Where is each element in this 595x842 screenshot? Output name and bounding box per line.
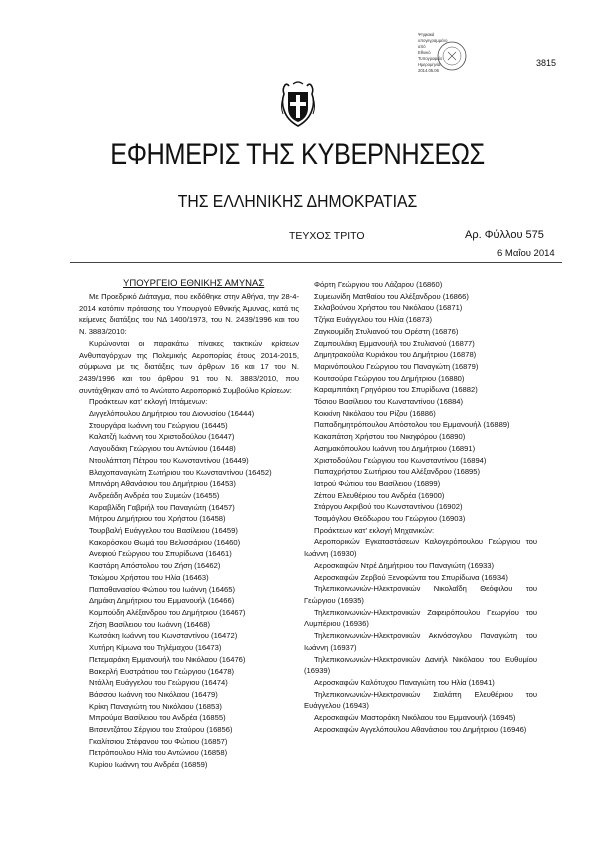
gazette-title: ΕΦΗΜΕΡΙΣ ΤΗΣ ΚΥΒΕΡΝΗΣΕΩΣ <box>110 138 485 171</box>
list-item: Κωτσάκη Ιωάννη του Κωνσταντίνου (16472) <box>89 631 238 641</box>
list-item: Ντουλάπτση Πέτρου του Κωνσταντίνου (16449) <box>89 455 249 465</box>
list-item: Τηλεπικοινωνιών-Ηλεκτρονικών Σιαλάπη Ελευθέριου του Ευάγγελου (16943) <box>304 689 537 711</box>
left-column <box>79 291 299 771</box>
list-item: Αεροσκαφών Μαστοράκη Νικόλαου του Εμμανουήλ (16945) <box>314 713 516 723</box>
list-item: Ζαμπουλάκη Εμμανουήλ του Στυλιανού (16877) <box>314 338 475 348</box>
list-item: Βάσσου Ιωάννη του Νικόλαου (16479) <box>89 689 218 699</box>
gazette-subtitle: ΤΗΣ ΕΛΛΗΝΙΚΗΣ ΔΗΜΟΚΡΑΤΙΑΣ <box>177 191 418 211</box>
list-item: Πετεμαράκη Εμμανουήλ του Νικόλαου (16476) <box>89 654 246 664</box>
list-item: Στουργάρα Ιωάννη του Γεώργιου (16445) <box>89 420 228 430</box>
list-item: Ανδρεάδη Ανδρέα του Συμεών (16455) <box>89 490 220 500</box>
header-divider <box>70 262 562 263</box>
list-item: Μπρούμα Βασίλειου του Ανδρέα (16855) <box>89 713 226 723</box>
list-item: Ανεφιού Γεώργιου του Σπυρίδωνα (16461) <box>89 549 232 559</box>
list-item: Χυτήρη Κίμωνα του Τηλέμαχου (16473) <box>89 643 222 653</box>
list-item: Κακορόσκου Θωμά του Βελισσάριου (16460) <box>89 537 241 547</box>
list-item: Τουρβαλή Ευάγγελου του Βασίλειου (16459) <box>89 526 238 536</box>
list-item: Καστάρη Απόστολου του Ζήση (16462) <box>89 561 221 571</box>
list-item: Καραβλίδη Γαβριήλ του Παναγιώτη (16457) <box>89 502 235 512</box>
pilots-list-continued <box>304 279 537 525</box>
list-item: Βιτσεντζάτου Σέργιου του Σταύρου (16856) <box>89 725 233 735</box>
list-item: Βλαχοπαναγιώτη Σωτήριου του Κωνσταντίνου (16452) <box>89 467 272 477</box>
list-item: Τσιώμου Χρήστου του Ηλία (16463) <box>89 572 209 582</box>
list-item: Καραμπιτάκη Γρηγόριου του Σπυρίδωνα (16882) <box>314 385 478 395</box>
pilots-list <box>79 408 299 771</box>
list-item: Διγγελόπουλου Δημήτριου του Διονυσίου (16444) <box>89 409 255 419</box>
digital-signature-stamp <box>418 32 478 80</box>
sheet-number: Αρ. Φύλλου 575 <box>465 229 544 241</box>
list-item: Γκαλίτσιου Στέφανου του Φώτιου (16857) <box>89 736 228 746</box>
pilots-heading: Προάκτεων κατ' εκλογή Ιπτάμενων: <box>89 397 208 407</box>
list-item: Αεροσκαφών Ντρέ Δημήτριου του Παναγιώτη (16933) <box>314 560 495 570</box>
list-item: Δημάκη Δημήτριου του Εμμανουήλ (16466) <box>89 596 235 606</box>
list-item: Κυρίου Ιωάννη του Ανδρέα (16859) <box>89 760 208 770</box>
list-item: Μπινάρη Αθανάσιου του Δημήτριου (16453) <box>89 479 236 489</box>
list-item: Τηλεπικοινωνιών-Ηλεκτρονικών Δανιήλ Νικόλαου του Ευθυμίου (16939) <box>304 654 537 676</box>
list-item: Κρίκη Παναγιώτη του Νικόλαου (16853) <box>89 701 222 711</box>
list-item: Παπαχρήστου Σωτήριου του Αλέξανδρου (16895) <box>314 467 481 477</box>
list-item: Αεροσκαφών Ζερβού Ξενοφώντα του Σπυρίδωνα (16934) <box>314 572 508 582</box>
mechanics-heading: Προάκτεων κατ' εκλογή Μηχανικών: <box>314 525 435 535</box>
signature-line: Ψηφιακά <box>418 32 435 37</box>
list-item: Παπαδημητρόπουλου Απόστολου του Εμμανουήλ (16889) <box>314 420 510 430</box>
issue-type: ΤΕΥΧΟΣ ΤΡΙΤΟ <box>289 230 365 242</box>
list-item: Αεροπορικών Εγκαταστάσεων Καλογερόπουλου Γεώργιου του Ιωάννη (16930) <box>304 537 537 559</box>
signature-line: υπογεγραμμένο <box>418 38 448 43</box>
signature-line: Εθνικό <box>418 50 431 55</box>
list-item: Μαρινόπουλου Γεώργιου του Παναγιώτη (16879) <box>314 361 479 371</box>
list-item: Σκλαβούνου Χρήστου του Νικόλαου (16871) <box>314 303 463 313</box>
list-item: Κοκκίνη Νικόλαου του Ρίζου (16886) <box>314 408 436 418</box>
intro-paragraph: Κυρώνονται οι παρακάτω πίνακες τακτικών κρίσεων Ανθυπαγόρχων της Πολεμικής Αεροπορίας έτους 2014-2015, σύμφωνα με τις διατάξεις των άρθρων 16 και 17 του Ν. 2439/1996 και του άρθρου 91 του Ν. 3883/2010, που συντάχθηκαν από το Ανώτατο Αεροπορικό Συμβούλιο Κρίσεων: <box>79 338 299 395</box>
list-item: Μήτρου Δημήτριου του Χρήστου (16458) <box>89 514 226 524</box>
list-item: Κομπούδη Αλέξανδρου του Δημήτριου (16467) <box>89 607 246 617</box>
list-item: Τηλεπικοινωνιών-Ηλεκτρονικών Ζαφειρόπουλου Γεωργίου του Λυμπέριου (16936) <box>304 607 537 629</box>
ministry-heading-text: ΥΠΟΥΡΓΕΙΟ ΕΘΝΙΚΗΣ ΑΜΥΝΑΣ <box>123 278 265 289</box>
page-number: 3815 <box>536 58 557 68</box>
list-item: Χριστοδούλου Γεώργιου του Κωνσταντίνου (16894) <box>314 455 487 465</box>
ministry-heading <box>123 278 264 289</box>
list-item: Τηλεπικοινωνιών-Ηλεκτρονικών Ακινόσογλου Παναγιώτη του Ιωάννη (16937) <box>304 631 537 652</box>
list-item: Ιατρού Φώτιου του Βασίλειου (16899) <box>314 478 441 488</box>
list-item: Ζέπου Ελευθέριου του Ανδρέα (16900) <box>314 490 445 500</box>
signature-line: 2014.05.06 <box>418 68 439 73</box>
list-item: Τζήκα Ευάγγελου του Ηλία (16873) <box>314 315 433 325</box>
list-item: Δημητρακούλα Κυριάκου του Δημήτριου (16878) <box>314 350 477 360</box>
list-item: Ντάλλη Ευάγγελου του Γεώργιου (16474) <box>89 678 228 688</box>
signature-text <box>418 32 478 74</box>
signature-line: Ημερομηνία: <box>418 62 442 67</box>
list-item: Τσαμόγλου Θεόδωρου του Γεώργιου (16903) <box>314 514 466 524</box>
signature-line: από <box>418 44 426 49</box>
list-item: Ασημακόπουλου Ιωάννη του Δημήτριου (16891) <box>314 443 476 453</box>
list-item: Τόσιου Βασίλειου του Κωνσταντίνου (16884) <box>314 397 464 407</box>
greek-coat-of-arms-icon <box>279 80 317 130</box>
list-item: Τηλεπικοινωνιών-Ηλεκτρονικών Νικολαΐδη Θεόφιλου του Γεώργιου (16935) <box>304 584 537 605</box>
list-item: Αεροσκαφών Αγγελόπουλου Αθανάσιου του Δημήτριου (16946) <box>314 724 527 734</box>
mechanics-list <box>304 536 537 735</box>
issue-date: 6 Μαΐου 2014 <box>497 248 555 259</box>
list-item: Φόρτη Γεώργιου του Λάζαρου (16860) <box>314 280 443 289</box>
list-item: Βακερλή Ευστράτιου του Γεώργιου (16478) <box>89 666 235 676</box>
list-item: Ζήση Βασίλειου του Ιωάννη (16468) <box>89 619 210 629</box>
list-item: Κακαπάτση Χρήστου του Νικηφόρου (16890) <box>314 432 466 442</box>
signature-line: Τυπογραφείο <box>418 56 443 61</box>
list-item: Λαγουδάκη Γεώργιου του Αντώνιου (16448) <box>89 444 236 454</box>
list-item: Κουτσούρα Γεώργιου του Δημήτριου (16880) <box>314 373 465 383</box>
list-item: Αεροσκαφών Καλότυχου Παναγιώτη του Ηλία (16941) <box>314 677 495 687</box>
list-item: Καλατζή Ιωάννη του Χριστοδούλου (16447) <box>89 432 235 442</box>
list-item: Παπαθανασίου Φώτιου του Ιωάννη (16465) <box>89 584 236 594</box>
list-item: Στάργου Ακριβού του Κωνσταντίνου (16902) <box>314 502 463 512</box>
list-item: Πετρόπουλου Ηλία του Αντώνιου (16858) <box>89 748 228 758</box>
list-item: Ζαγκουμίδη Στυλιανού του Ορέστη (16876) <box>314 326 459 336</box>
list-item: Συμεωνίδη Ματθαίου του Αλέξανδρου (16866) <box>314 291 469 301</box>
right-column <box>304 279 537 735</box>
intro-paragraph: Με Προεδρικό Διάταγμα, που εκδόθηκε στην Αθήνα, την 28-4-2014 κατόπιν πρότασης του Υπουργού Εθνικής Άμυνας, κατά τις κείμενες διατάξεις του ΝΔ 1400/1973, του Ν. 2439/1996 και του Ν. 3883/2010: <box>79 292 299 337</box>
